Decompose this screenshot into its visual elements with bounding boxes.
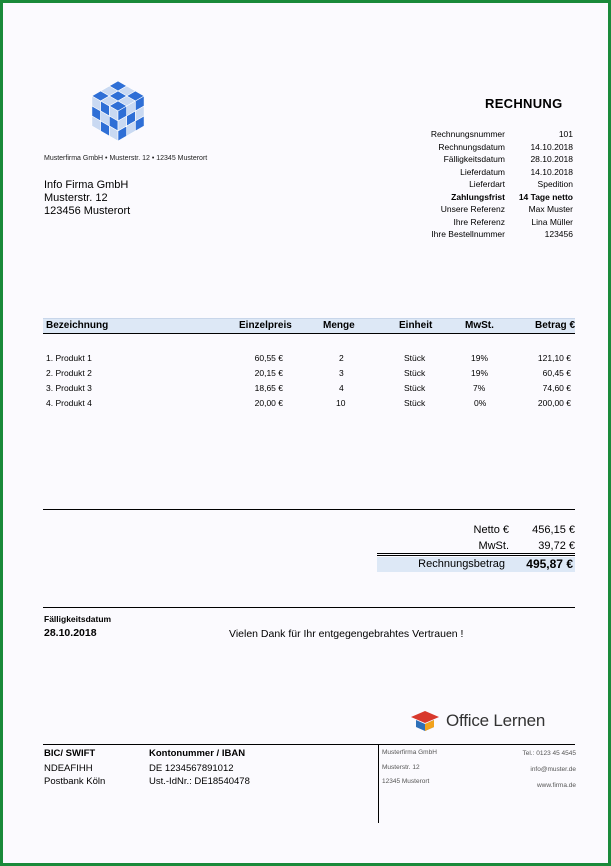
- cell-einheit: Stück: [404, 383, 426, 393]
- cell-mwst: 0%: [474, 398, 487, 408]
- invoice-title: RECHNUNG: [485, 96, 563, 111]
- cell-einheit: Stück: [404, 353, 426, 363]
- footer-street: Musterstr. 12: [382, 764, 420, 771]
- netto-value: 456,15 €: [532, 524, 575, 536]
- brand-logo: [410, 708, 545, 734]
- cell-bezeichnung: 3. Produkt 3: [46, 383, 92, 393]
- cell-mwst: 19%: [471, 368, 489, 378]
- netto-row: [379, 522, 575, 538]
- due-date-value: 28.10.2018: [44, 627, 97, 639]
- meta-value: 101: [558, 129, 573, 139]
- totals-divider-1: [377, 553, 575, 554]
- due-date-label: Fälligkeitsdatum: [44, 614, 112, 624]
- cell-einheit: Stück: [404, 368, 426, 378]
- cube-logo-icon: [83, 73, 153, 143]
- recipient-address: [44, 179, 130, 218]
- meta-value: 28.10.2018: [530, 154, 573, 164]
- col-header-bezeichnung: Bezeichnung: [46, 320, 109, 331]
- footer-web: www.firma.de: [536, 782, 576, 789]
- footer-bank: [44, 747, 105, 788]
- totals-block: [379, 522, 575, 554]
- meta-row: [383, 128, 573, 141]
- grand-total-row: [377, 557, 575, 572]
- bic-value: NDEAFIHH: [44, 763, 93, 774]
- meta-label: Ihre Referenz: [453, 216, 505, 227]
- meta-label: Lieferdart: [469, 179, 505, 189]
- cell-mwst: 19%: [471, 353, 489, 363]
- cell-mwst: 7%: [473, 383, 486, 393]
- table-header: [43, 318, 575, 334]
- table-row: [43, 396, 575, 411]
- recipient-city: 123456 Musterort: [44, 205, 131, 217]
- bank-name: Postbank Köln: [44, 776, 106, 787]
- recipient-street: Musterstr. 12: [44, 192, 108, 204]
- meta-label: Ihre Bestellnummer: [431, 229, 505, 239]
- meta-label: Zahlungsfrist: [451, 191, 505, 202]
- meta-label: Lieferdatum: [460, 166, 505, 177]
- meta-label: Rechnungsdatum: [438, 141, 505, 152]
- grand-total-value: 495,87 €: [526, 557, 573, 571]
- cell-menge: 10: [336, 398, 346, 408]
- cell-einzelpreis: 20,00 €: [254, 398, 283, 408]
- konto-value: DE 1234567891012: [149, 763, 234, 774]
- meta-value: Spedition: [537, 179, 573, 189]
- invoice-meta: [383, 128, 573, 241]
- cell-betrag: 60,45 €: [542, 368, 571, 378]
- footer-account: [149, 747, 250, 788]
- cell-betrag: 121,10 €: [537, 353, 571, 363]
- meta-value: Max Muster: [528, 204, 573, 214]
- konto-label: Kontonummer / IBAN: [149, 748, 246, 759]
- cell-einzelpreis: 60,55 €: [254, 353, 283, 363]
- netto-label: Netto €: [473, 524, 509, 536]
- col-header-einheit: Einheit: [399, 320, 433, 331]
- mwst-label: MwSt.: [478, 540, 509, 552]
- brand-name: Office Lernen: [446, 711, 546, 730]
- table-row: [43, 381, 575, 396]
- meta-value: Lina Müller: [531, 216, 573, 227]
- graduation-cap-icon: [410, 710, 440, 732]
- meta-label: Fälligkeitsdatum: [443, 154, 505, 164]
- cell-betrag: 74,60 €: [542, 383, 571, 393]
- bic-label: BIC/ SWIFT: [44, 748, 96, 759]
- meta-row: [383, 153, 573, 166]
- meta-row: [383, 178, 573, 191]
- cell-menge: 3: [339, 368, 344, 378]
- meta-label: Rechnungsnummer: [430, 129, 505, 139]
- thank-you-note: Vielen Dank für Ihr entgegengebrahtes Vertrauen !: [229, 628, 464, 640]
- ust-id: Ust.-IdNr.: DE18540478: [149, 776, 250, 787]
- sender-line: Musterfirma GmbH • Musterstr. 12 • 12345 Musterort: [44, 155, 208, 162]
- grand-total-label: Rechnungsbetrag: [418, 558, 505, 570]
- mwst-row: [379, 538, 575, 554]
- cell-einzelpreis: 20,15 €: [254, 368, 283, 378]
- footer-company: Musterfirma GmbH: [382, 749, 437, 756]
- footer-contact: [378, 745, 576, 823]
- meta-row: [383, 228, 573, 241]
- totals-divider-2: [377, 555, 575, 556]
- footer-email: info@muster.de: [530, 766, 576, 773]
- table-row: [43, 366, 575, 381]
- meta-value: 14.10.2018: [530, 166, 573, 177]
- due-divider: [43, 607, 575, 608]
- cell-bezeichnung: 4. Produkt 4: [46, 398, 92, 408]
- meta-row: [383, 216, 573, 229]
- meta-row: [383, 166, 573, 179]
- recipient-name: Info Firma GmbH: [44, 179, 129, 191]
- cell-menge: 2: [339, 353, 344, 363]
- cell-einheit: Stück: [404, 398, 426, 408]
- meta-value: 14.10.2018: [530, 141, 573, 152]
- col-header-betrag: Betrag €: [534, 320, 575, 331]
- meta-row: [383, 203, 573, 216]
- table-row: [43, 351, 575, 366]
- footer-tel: Tel.: 0123 45 4545: [522, 750, 576, 757]
- table-end-divider: [43, 509, 575, 510]
- cell-menge: 4: [339, 383, 344, 393]
- meta-row: [383, 141, 573, 154]
- footer-city: 12345 Musterort: [382, 778, 430, 785]
- meta-row: [383, 191, 573, 204]
- meta-value: 14 Tage netto: [518, 191, 573, 202]
- col-header-mwst: MwSt.: [465, 320, 494, 331]
- meta-value: 123456: [544, 229, 573, 239]
- cell-betrag: 200,00 €: [537, 398, 571, 408]
- cell-bezeichnung: 2. Produkt 2: [46, 368, 92, 378]
- cell-einzelpreis: 18,65 €: [254, 383, 283, 393]
- col-header-menge: Menge: [323, 320, 355, 331]
- mwst-value: 39,72 €: [538, 540, 575, 552]
- meta-label: Unsere Referenz: [440, 204, 505, 214]
- col-header-einzelpreis: Einzelpreis: [239, 320, 292, 331]
- cell-bezeichnung: 1. Produkt 1: [46, 353, 92, 363]
